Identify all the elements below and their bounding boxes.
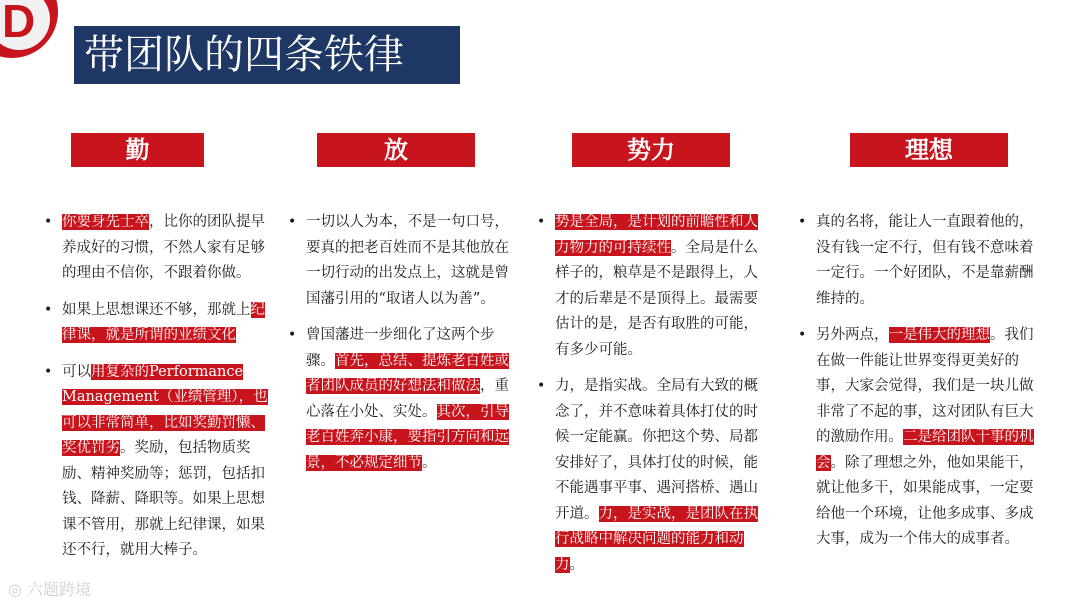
bullet-text: 另外两点， — [816, 327, 889, 343]
bullet-text: ，比你的团队提早养成好的习惯，不然人家有足够的理由不信你，不跟着你做。 — [62, 214, 265, 281]
watermark: ◎ 六题跨境 — [8, 580, 92, 599]
highlighted-text: 首先，总结、提炼老百姓或者团队成员的好想法和做法 — [306, 352, 509, 394]
highlighted-text: 其次，引导老百姓奔小康，要指引方向和远景，不必规定细节 — [306, 403, 509, 471]
bullet-text: 。奖励，包括物质奖励、精神奖励等；惩罚，包括扣钱、降薪、降职等。如果上思想课不管用，那就上纪律课，如果还不行，就用大棒子。 — [62, 440, 265, 558]
logo-letter: D — [2, 0, 36, 47]
bullet-text: 如果上思想课还不够，那就上 — [62, 301, 251, 318]
bullet-text: 力，是指实战。全局有大致的概念了，并不意味着具体打仗的时候一定能赢。你把这个势、局都安排好了，具体打仗的时候，能不能遇事平事、遇河搭桥、遇山开道。 — [555, 378, 758, 522]
highlighted-text: 你要身先士卒 — [62, 214, 149, 230]
bullet-text: 。 — [569, 556, 584, 573]
bullet-item — [44, 210, 274, 287]
highlighted-text: 势是全局，是计划的前瞻性和人力物力的可持续性 — [555, 214, 758, 256]
bullet-item — [798, 210, 1042, 312]
col-header-shili: 势力 — [572, 133, 730, 167]
bullet-text: ，重心落在小处、实处。 — [306, 378, 509, 420]
bullet-item — [44, 298, 274, 349]
bullet-text: 曾国藩进一步细化了这两个步骤。 — [306, 327, 495, 369]
bullet-item — [288, 323, 514, 476]
highlighted-text: 一是伟大的理想 — [888, 327, 990, 343]
bullet-item — [798, 323, 1042, 553]
bullet-text: 。除了理想之外，他如果能干，就让他多干，如果能成事，一定要给他一个环境，让他多成事、多成大事，成为一个伟大的成事者。 — [816, 454, 1034, 547]
bullet-text: 。全局是什么样子的，粮草是不是跟得上，人才的后辈是不是顶得上。最需要估计的是，是否有取胜的可能，有多少可能。 — [555, 239, 758, 358]
bullet-item — [44, 360, 274, 564]
highlighted-text: 用复杂的Performance Management（业绩管理），也可以非常简单，比如奖勤罚懒、奖优罚劣 — [62, 363, 268, 456]
bullet-item — [288, 210, 514, 312]
bullet-text: 可以 — [62, 363, 91, 380]
page-title: 带团队的四条铁律 — [74, 26, 460, 84]
bullet-text: 。 — [422, 454, 437, 471]
highlighted-text: 纪律课，就是所谓的业绩文化 — [62, 301, 265, 343]
column-shili — [537, 210, 765, 589]
bullet-text: 一切以人为本，不是一句口号，要真的把老百姓而不是其他放在一切行动的出发点上，这就是曾国藩引用的“取诸人以为善”。 — [306, 214, 509, 307]
highlighted-text: 二是给团队干事的机会 — [816, 429, 1034, 471]
bullet-text: 。我们在做一件能让世界变得更美好的事，大家会觉得，我们是一块儿做非常了不起的事，这对团队有巨大的激励作用。 — [816, 327, 1034, 445]
highlighted-text: 力，是实战，是团队在执行战略中解决问题的能力和动力 — [555, 505, 758, 573]
col-header-qin: 勤 — [71, 133, 204, 167]
column-fang — [288, 210, 514, 487]
bullet-item — [537, 374, 765, 578]
col-header-fang: 放 — [317, 133, 475, 167]
bullet-text: 真的名将，能让人一直跟着他的，没有钱一定不行，但有钱不意味着一定行。一个好团队，不是靠薪酬维持的。 — [816, 214, 1034, 307]
col-header-lixiang: 理想 — [850, 133, 1008, 167]
bullet-item — [537, 210, 765, 363]
column-qin — [44, 210, 274, 575]
column-lixiang — [798, 210, 1042, 564]
